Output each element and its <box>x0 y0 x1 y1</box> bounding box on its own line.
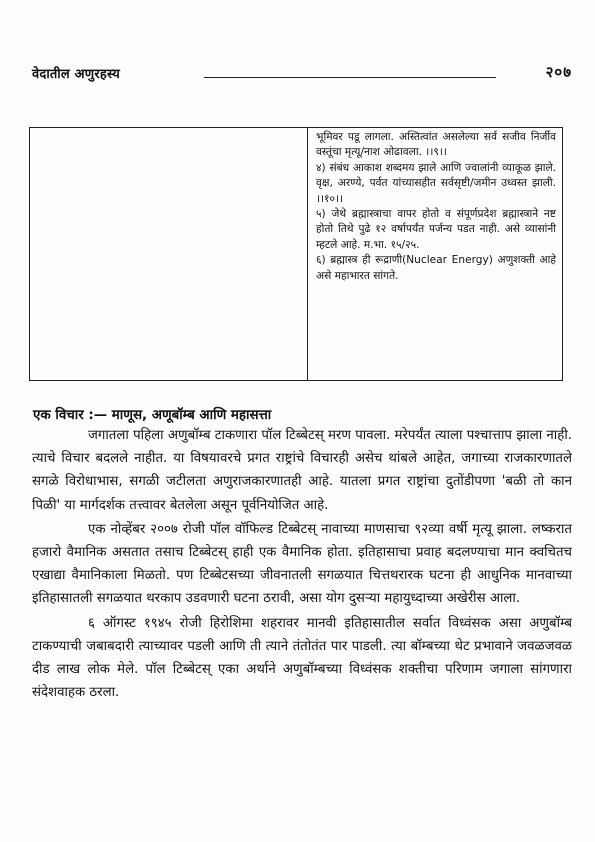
table-entry: ५) जेथे ब्रह्मास्त्राचा वापर होतो व संपूर्णप्रदेश ब्रह्मास्त्राने नष्ट होतो तिथे पुढे १२ वर्षापर्यंत पर्जन्य पडत नाही. असे व्यासांनी म्हटले आहे. म.भा. १५/२५. <box>316 208 556 251</box>
table-entry: ६) ब्रह्मास्त्र ही रूद्राणी(Nuclear Energy) अणुशक्ती आहे असे महाभारत सांगते. <box>316 254 556 282</box>
body-paragraph: जगातला पहिला अणुबॉम्ब टाकणारा पॉल टिब्बेटस् मरण पावला. मरेपर्यंत त्याला पश्चात्ताप झाला नाही. त्याचे विचार बदलले नाहीत. या विषयावरचे प्रगत राष्ट्रांचे विचारही असेच थांबले आहेत, जगाच्या राजकारणातले सगळे विरोधाभास, सगळी जटीलता अणुराजकारणातही आहे. यातला प्रगत राष्ट्रांचा दुतोंडीपणा 'बळी तो कान पिळी' या मार्गदर्शक तत्त्वावर बेतलेला असून पूर्वनियोजित आहे. <box>32 428 572 513</box>
body-paragraph: ६ ऑगस्ट १९४५ रोजी हिरोशिमा शहरावर मानवी इतिहासातील सर्वात विध्वंसक असा अणुबॉम्ब टाकण्याची जबाबदारी त्याच्यावर पडली आणि ती त्याने तंतोतंत पार पाडली. त्या बॉम्बच्या थेट प्रभावाने जवळजवळ दीड लाख लोक मेले. पॉल टिब्बेटस् एका अर्थाने अणुबॉम्बच्या विध्वंसक शक्तीचा परिणाम जगाला सांगणारा संदेशवाहक ठरला. <box>32 615 572 701</box>
running-header <box>32 64 572 86</box>
section-body <box>32 424 572 704</box>
table-entry: भूमिवर पडू लागला. अस्तित्वांत असलेल्या सर्व सजीव निर्जीव वस्तूंचा मृत्यू/नाश ओढावला. ।।९।। <box>316 131 556 159</box>
running-title: वेदातील अणुरहस्य <box>32 67 120 82</box>
table-right-cell <box>316 130 556 284</box>
body-paragraph: एक नोव्हेंबर २००७ रोजी पॉल वॉफिल्ड टिब्बेटस् नावाच्या माणसाचा ९२व्या वर्षी मृत्यू झाला. लष्करात हजारो वैमानिक असतात तसाच टिब्बेटस् हाही एक वैमानिक होता. इतिहासाचा प्रवाह बदलण्याचा मान क्वचितच एखाद्या वैमानिकाला मिळतो. पण टिब्बेटसच्या जीवनातली सगळयात चित्तथरारक घटना ही आधुनिक मानवाच्या इतिहासातली सगळयात थरकाप उडवणारी घटना ठरावी, असा योग दुसऱ्या महायुध्दाच्या अखेरीस आला. <box>32 521 572 607</box>
header-rule <box>204 77 496 78</box>
table-left-cell <box>30 128 308 380</box>
page-number: २०७ <box>545 63 572 81</box>
verse-table <box>29 127 563 381</box>
section-heading: एक विचार :— माणूस, अणूबॉम्ब आणि महासत्ता <box>33 408 272 423</box>
table-entry: ४) संबंध आकाश शब्दमय झाले आणि ज्वालांनी व्याकूळ झाले. वृक्ष, अरण्ये, पर्वत यांच्यासहीत सर्वसृष्टी/जमीन उध्वस्त झाली. ।।१०।। <box>316 161 556 205</box>
